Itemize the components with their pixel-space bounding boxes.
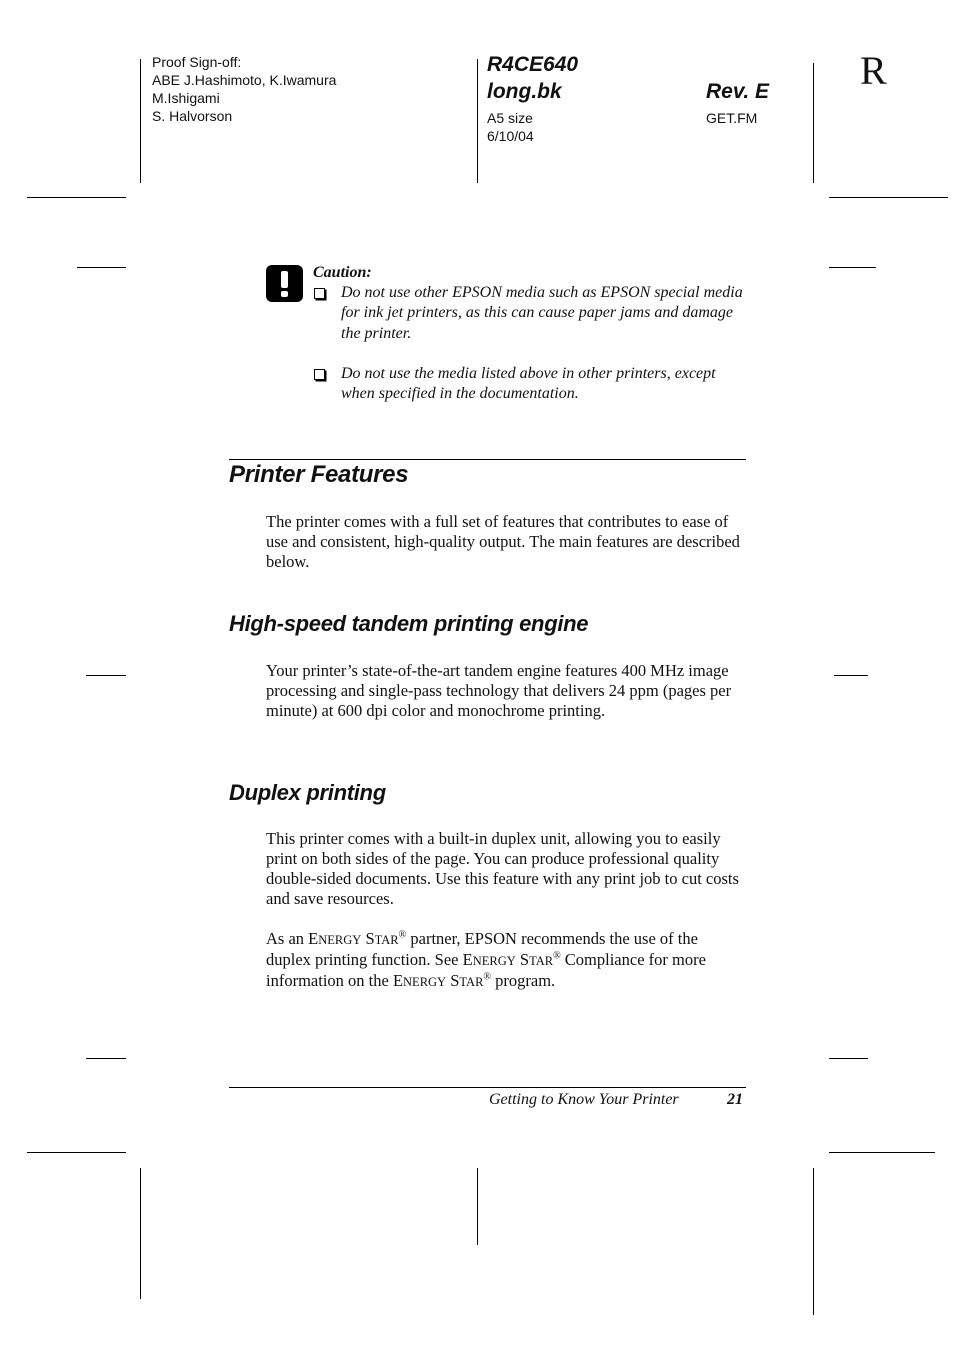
text-run: NERGY (403, 975, 447, 989)
revision: Rev. E (706, 80, 770, 103)
crop-mark (140, 59, 141, 183)
crop-mark (829, 197, 948, 198)
text-run: NERGY (472, 954, 516, 968)
text-run: E (462, 950, 473, 969)
doc-date: 6/10/04 (487, 128, 534, 144)
doc-meta (487, 109, 534, 145)
duplex-paragraph: This printer comes with a built-in duplex unit, allowing you to easily print on both sides of the page. You can produce professional quality double-sided documents. Use this feature with any print job to cut costs and save resources. (266, 829, 739, 908)
proof-line: S. Halvorson (152, 108, 233, 124)
caution-title: Caution: (313, 264, 372, 281)
doc-code: R4CE640 (487, 53, 579, 76)
caution-item: Do not use the media listed above in other printers, except when specified in the documentation. (341, 365, 716, 403)
footer-rule (229, 1087, 746, 1088)
crop-mark (140, 1168, 141, 1299)
proof-line: M.Ishigami (152, 90, 220, 106)
tandem-paragraph: Your printer’s state-of-the-art tandem engine features 400 MHz image processing and single-pass technology that delivers 24 ppm (pages per minute) at 600 dpi color and monochrome printing. (266, 661, 732, 720)
text-run: E (308, 929, 319, 948)
crop-mark (77, 267, 126, 268)
subsection-heading: High-speed tandem printing engine (229, 611, 589, 636)
caution-item: Do not use other EPSON media such as EPSON special media for ink jet printers, as this can cause paper jams and damage the printer. (341, 284, 743, 342)
subsection-heading: Duplex printing (229, 780, 386, 805)
proof-signoff (152, 53, 336, 125)
text-run: partner, EPSON recommends the use of the duplex printing function. See (266, 929, 698, 969)
text-run: E (392, 971, 404, 990)
energy-star-paragraph (266, 929, 746, 992)
proof-line: ABE J.Hashimoto, K.Iwamura (152, 72, 337, 88)
crop-mark (477, 59, 478, 183)
crop-mark (27, 197, 126, 198)
text-run: S (450, 971, 460, 990)
crop-mark (829, 1152, 935, 1153)
page-number: 21 (727, 1091, 743, 1108)
registered-mark: ® (398, 929, 407, 941)
corner-letter: R (860, 48, 887, 93)
crop-mark (813, 1168, 814, 1315)
crop-mark (86, 675, 126, 676)
features-paragraph: The printer comes with a full set of features that contributes to ease of use and consistent, high-quality output. The main features are described below. (266, 512, 740, 571)
registered-mark: ® (483, 971, 492, 983)
text-run: TAR (529, 954, 554, 968)
text-run: program. (491, 971, 556, 990)
crop-mark (813, 63, 814, 183)
file-name: GET.FM (706, 110, 758, 126)
crop-mark (829, 1058, 868, 1059)
text-run: As an (266, 929, 309, 948)
book-name: long.bk (487, 80, 562, 103)
crop-mark (477, 1168, 478, 1245)
registered-mark: ® (553, 950, 561, 962)
crop-mark (27, 1152, 126, 1153)
proof-line: Proof Sign-off: (152, 54, 242, 70)
crop-mark (834, 675, 868, 676)
crop-mark (86, 1058, 126, 1059)
text-run: TAR (374, 933, 399, 947)
checkbox-bullet-icon (314, 288, 325, 299)
text-run: S (519, 950, 530, 969)
caution-icon (266, 265, 303, 302)
text-run: S (365, 929, 375, 948)
text-run: NERGY (318, 933, 362, 947)
text-run: TAR (459, 975, 484, 989)
section-heading: Printer Features (229, 461, 409, 488)
crop-mark (829, 267, 876, 268)
footer-chapter: Getting to Know Your Printer (489, 1091, 679, 1108)
page-size: A5 size (487, 110, 533, 126)
checkbox-bullet-icon (314, 369, 325, 380)
text-run: Compliance for more information on the (266, 950, 706, 990)
